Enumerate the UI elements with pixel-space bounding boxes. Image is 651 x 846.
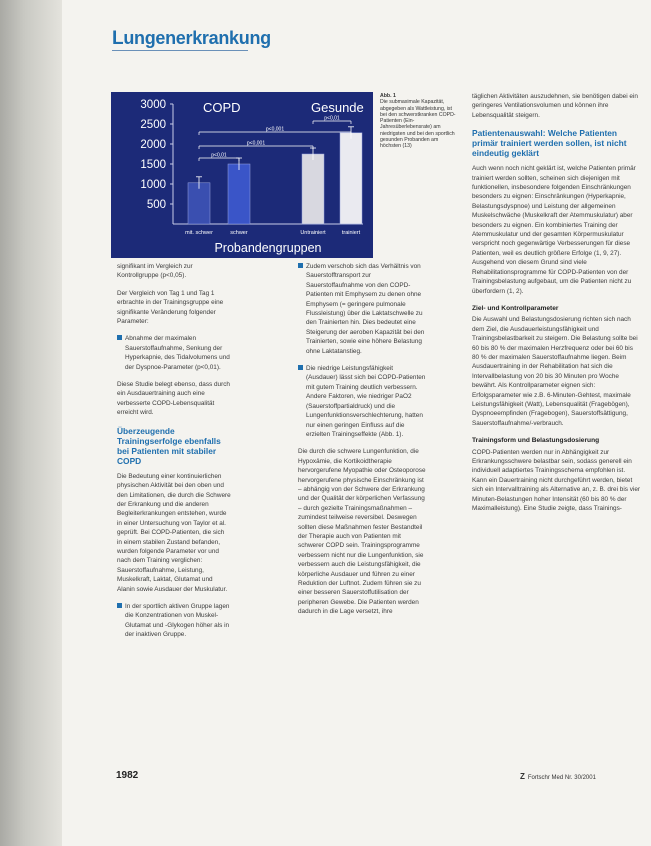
y-tick-label: 500 <box>146 199 166 211</box>
significance-label: p<0,001 <box>265 126 285 133</box>
journal-logo: Z <box>520 772 525 781</box>
paragraph: Die durch die schwere Lungenfunktion, die Hypoxämie, die Kortikoidtherapie hervorgerufene Myopathie oder Osteoporose hervorgerufene physische Einschränkung ist – abhängig von der Schwere der Erkrankung und der Qualität der körperlichen Verfassung – durch gezielte Trainingsmaßnahmen – zumindest teilweise reversibel. Deswegen sollten diese Maßnahmen fester Bestandteil der Therapie auch von Patienten mit schwerer COPD sein. Trainingsprogramme verbessern nicht nur die Lungenfunktion, sie verbessern auch die Leistungsfähigkeit, die körperliche Ausdauer und führen zu einer Reduktion der Luftnot. Zudem führen sie zu einer besseren Sauerstoffutilisation der peripheren Gewebe. Die Patienten werden dadurch in die Lage versetzt, ihre <box>298 448 426 616</box>
section-title <box>112 28 271 50</box>
bullet-square-icon <box>298 263 303 268</box>
chart-bar <box>340 133 362 224</box>
significance-label: p<0,01 <box>211 152 227 159</box>
bullet-square-icon <box>298 365 303 370</box>
bullet-item <box>298 262 426 356</box>
section-title-rule <box>112 50 248 51</box>
y-tick-label: 1500 <box>140 159 166 171</box>
section-title-rest: ungenerkrankung <box>123 28 271 48</box>
bullet-text: Die niedrige Leistungsfähigkeit (Ausdauer) lässt sich bei COPD-Patienten mit gutem Training deutlich verbessern. Andere Faktoren, wie niedriger PaO2 (Sauerstoffpartialdruck) und die Lungenfunktionsverschlechterung, hatten nur einen geringen Einfluss auf die erzielten Trainingseffekte (Abb. 1). <box>306 365 426 438</box>
y-tick-label: 1000 <box>140 179 166 191</box>
paragraph: COPD-Patienten werden nur in Abhängigkeit zur Erkrankungsschwere belastbar sein, sodass generell ein individuell adaptiertes Trainingsschema empfohlen ist. Kann ein Dauertraining nicht durchgeführt werden, bietet sich ein Intervalltraining als Alternative an, z. B. drei bis vier Minuten-Belastungen hoher Intensität (60 bis 80 % der Maximalleistung). Eine Studie zeigte, dass Trainings- <box>472 448 641 513</box>
paragraph: signifikant im Vergleich zur Kontrollgruppe (p<0,05). <box>117 263 193 280</box>
chart-bar <box>228 164 250 224</box>
caption-body: Die submaximale Kapazität, abgegeben als Wattleistung, ist bei den schwerstkranken COPD-Patienten (Ein-Jahresüberlebensrate) am niedrigsten und bei den sportlich gesunden Probanden am höchsten (13) <box>380 99 456 150</box>
x-tick-label: Untrainiert <box>300 230 326 236</box>
paragraph: Diese Studie belegt ebenso, dass durch ein Ausdauertraining auch eine verbesserte COPD-Lebensqualität erreicht wird. <box>117 381 230 417</box>
journal-footer-text: Fortschr Med Nr. 30/2001 <box>527 775 596 781</box>
page-number: 1982 <box>116 770 139 781</box>
page-gutter-shadow <box>0 0 62 846</box>
section-title-initial: L <box>112 28 124 49</box>
journal-footer <box>520 772 596 781</box>
bar-chart-svg <box>111 92 373 258</box>
x-tick-label: mit. schwer <box>185 230 213 236</box>
bullet-item <box>298 364 426 439</box>
y-tick-label: 2500 <box>140 119 166 131</box>
paragraph: Der Vergleich von Tag 1 und Tag 1 erbrachte in der Trainingsgruppe eine signifikante Veränderung folgender Parameter: <box>117 289 224 326</box>
figure-caption <box>380 93 460 150</box>
minor-heading: Ziel- und Kontrollparameter <box>472 304 559 312</box>
bullet-text: Zudem verschob sich das Verhältnis von Sauerstofftransport zur Sauerstoffaufnahme von den COPD-Patienten mit Emphysem zu denen ohne Emphysem (= geringere pulmonale Flussleistung) über die Laktatschwelle zu den Trainierten hin. Dies bedeutet eine Steigerung der aeroben Kapazität bei den Trainierten, sowie eine höhere Belastung ohne Laktatanstieg. <box>306 263 425 355</box>
y-tick-label: 3000 <box>140 99 166 111</box>
bullet-item <box>117 602 231 640</box>
paragraph: Die Bedeutung einer kontinuierlichen physischen Aktivität bei den oben und den Limitationen, die durch die Schwere der Erkrankung und die anderen Begleiterkrankungen entstehen, wurde in einer Untersuchung von Taylor et al. geprüft. Bei COPD-Patienten, die sich in einem stabilen Zustand befanden, wurden folgende Parameter vor und nach dem Training verglichen: Sauerstoffaufnahme, Leistung, Muskelkraft, Laktat, Glutamat und Alanin sowie Ausdauer der Muskulatur. <box>117 472 231 593</box>
bullet-square-icon <box>117 603 122 608</box>
group-label-gesunde: Gesunde <box>311 100 364 115</box>
x-tick-label: trainiert <box>341 230 361 236</box>
text-column-3 <box>472 92 640 521</box>
x-tick-label: schwer <box>230 230 248 236</box>
chart-bar <box>302 154 324 224</box>
figure-chart <box>111 92 373 258</box>
significance-label: p<0,01 <box>324 115 340 122</box>
text-column-1 <box>117 262 231 648</box>
subheading: Patientenauswahl: Welche Patienten primär trainiert werden sollen, ist nicht eindeutig geklärt <box>472 128 627 159</box>
bullet-square-icon <box>117 335 122 340</box>
y-tick-label: 2000 <box>140 139 166 151</box>
chart-bar <box>188 183 210 224</box>
minor-heading: Trainingsform und Belastungsdosierung <box>472 437 600 445</box>
x-axis-title: Probandengruppen <box>214 241 322 255</box>
paragraph: täglichen Aktivitäten auszudehnen, sie benötigen dabei ein geringeres Ventilationsvolumen und können ihre Lebensqualität steigern. <box>472 93 638 119</box>
subheading: Überzeugende Trainingserfolge ebenfalls bei Patienten mit stabiler COPD <box>117 425 221 466</box>
paragraph: Die Auswahl und Belastungsdosierung richten sich nach dem Ziel, die Ausdauerleistungsfähigkeit und Trainingsbelastbarkeit zu steigern. Die Belastung sollte bei 60 bis 80 % der maximalen Herzfrequenz oder bei 60 bis 80 % der maximalen Sauerstoffaufnahme liegen. Beim Ausdauertraining in der Rehabilitation hat sich die Intervallbelastung von 20 bis 30 Minuten pro Woche bewährt. Als Kontrollparameter eignen sich: Erfolgsparameter wie z.B. 6-Minuten-Gehtest, maximale Leistungsfähigkeit (Watt), Lebensqualität (Fragebögen), Dyspnoeempfinden (Fragebogen), Sauerstoffsättigung, Sauerstoffaufnahme/-verbrauch. <box>472 316 638 427</box>
bullet-item <box>117 334 231 372</box>
paragraph: Auch wenn noch nicht geklärt ist, welche Patienten primär trainiert werden sollten, scheinen sich diejenigen mit funktionellen, insbesondere folgenden Einschränkungen besonders zu eignen: Einschränkungen (Hyperkapnie, Belastungsdyspnoe) und Leistung der allgemeinen Muskelschwäche (Muskelkraft der Atemmuskulatur) aber besonders zu eignen. Ein kombiniertes Training der Atemmuskulatur und der gesamten Körpermuskulatur verspricht noch gegenwärtige Verbesserungen für diese Patienten, weil es deutlich größere Erfolge (1, 9, 27). Ausgehend von diesem Grund sind viele Rehabilitationsprogramme für COPD-Patienten von der Trainingsbelastung aufgebaut, um die Patienten nicht zu überfordern (1, 2). <box>472 165 636 295</box>
bullet-text: Abnahme der maximalen Sauerstoffaufnahme, Senkung der Hyperkapnie, des Tidalvolumens und der Dyspnoe-Parameter (p<0,01). <box>125 335 230 371</box>
caption-head: Abb. 1 <box>380 93 396 99</box>
bullet-text: In der sportlich aktiven Gruppe lagen die Konzentrationen von Muskel-Glutamat und -Glykogen höher als in der inaktiven Gruppe. <box>125 602 230 639</box>
significance-label: p<0,001 <box>246 140 266 147</box>
group-label-copd: COPD <box>203 100 241 115</box>
text-column-2 <box>298 262 426 625</box>
